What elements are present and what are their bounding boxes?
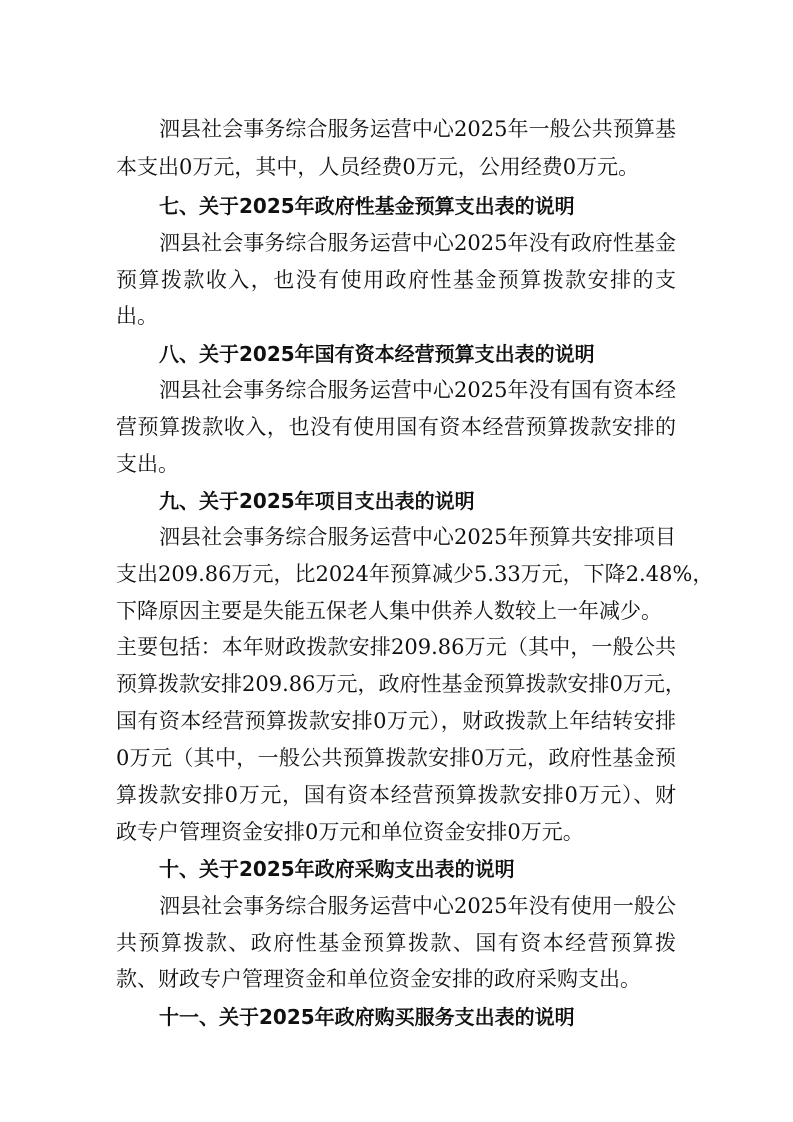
paragraph-line: 政专户管理资金安排0万元和单位资金安排0万元。: [116, 820, 584, 844]
paragraph-line: 本支出0万元，其中，人员经费0万元，公用经费0万元。: [116, 155, 640, 179]
section-heading-8: 八、关于2025年国有资本经营预算支出表的说明: [159, 342, 595, 366]
paragraph-line: 泗县社会事务综合服务运营中心2025年没有政府性基金: [159, 231, 676, 255]
paragraph-line: 主要包括：本年财政拨款安排209.86万元（其中，一般公共: [116, 635, 676, 659]
paragraph-line: 出。: [116, 304, 158, 328]
paragraph-line: 国有资本经营预算拨款安排0万元），财政拨款上年结转安排: [116, 709, 676, 733]
paragraph-line: 0万元（其中，一般公共预算拨款安排0万元，政府性基金预: [116, 746, 676, 770]
paragraph-line: 泗县社会事务综合服务运营中心2025年预算共安排项目: [159, 525, 676, 549]
section-heading-10: 十、关于2025年政府采购支出表的说明: [159, 857, 515, 881]
paragraph-line: 算拨款安排0万元，国有资本经营预算拨款安排0万元）、财: [116, 783, 676, 807]
paragraph-line: 预算拨款安排209.86万元，政府性基金预算拨款安排0万元，: [116, 672, 686, 696]
section-heading-9: 九、关于2025年项目支出表的说明: [159, 489, 475, 513]
paragraph-line: 预算拨款收入，也没有使用政府性基金预算拨款安排的支: [116, 268, 676, 292]
paragraph-line: 支出209.86万元，比2024年预算减少5.33万元，下降2.48%，: [116, 562, 714, 586]
paragraph-line: 泗县社会事务综合服务运营中心2025年一般公共预算基: [159, 117, 676, 141]
paragraph-line: 泗县社会事务综合服务运营中心2025年没有使用一般公: [159, 894, 676, 918]
section-heading-11: 十一、关于2025年政府购买服务支出表的说明: [159, 1005, 575, 1029]
paragraph-line: 款、财政专户管理资金和单位资金安排的政府采购支出。: [116, 967, 641, 991]
paragraph-line: 共预算拨款、政府性基金预算拨款、国有资本经营预算拨: [116, 931, 676, 955]
paragraph-line: 泗县社会事务综合服务运营中心2025年没有国有资本经: [159, 378, 676, 402]
paragraph-line: 营预算拨款收入，也没有使用国有资本经营预算拨款安排的: [116, 415, 676, 439]
paragraph-line: 支出。: [116, 452, 179, 476]
paragraph-line: 下降原因主要是失能五保老人集中供养人数较上一年减少。: [116, 599, 662, 623]
section-heading-7: 七、关于2025年政府性基金预算支出表的说明: [159, 194, 575, 218]
